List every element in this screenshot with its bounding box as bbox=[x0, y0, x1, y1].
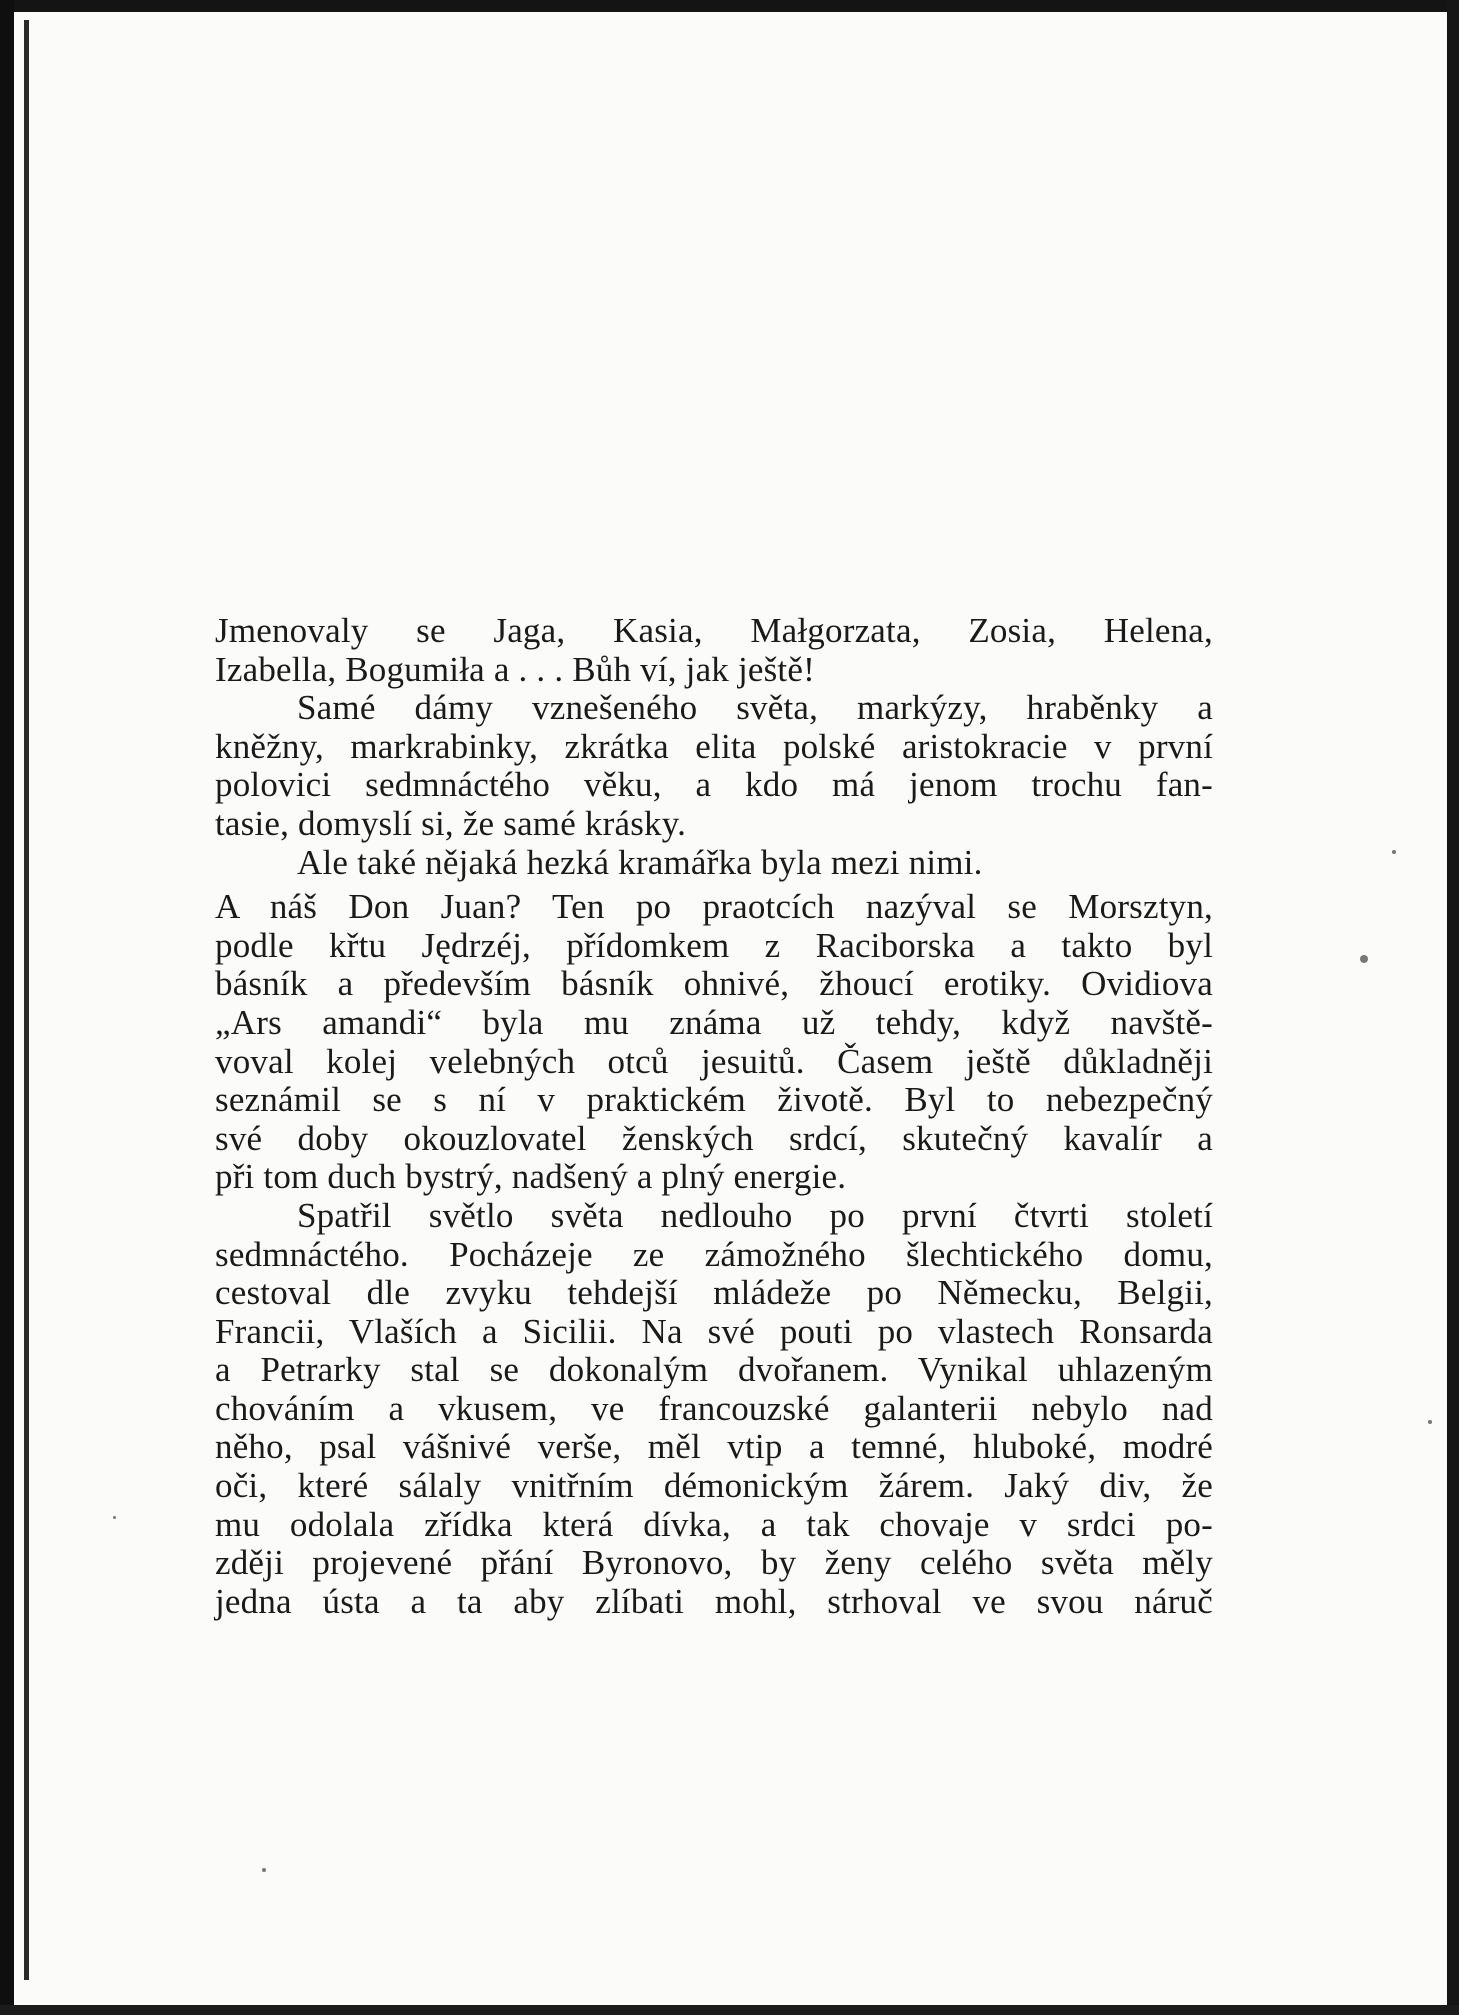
text-line: seznámil se s ní v praktickém životě. Byl to nebezpečný bbox=[215, 1080, 1213, 1120]
text-line: své doby okouzlovatel ženských srdcí, skutečný kavalír a bbox=[215, 1118, 1213, 1158]
text-line: Samé dámy vznešeného světa, markýzy, hraběnky a bbox=[297, 688, 1213, 728]
text-line: Francii, Vlaších a Sicilii. Na své pouti po vlastech Ronsarda bbox=[215, 1311, 1213, 1351]
text-line: Izabella, Bogumiła a . . . Bůh ví, jak ještě! bbox=[215, 649, 815, 689]
text-line: oči, které sálaly vnitřním démonickým žárem. Jaký div, že bbox=[215, 1466, 1213, 1506]
scan-speck bbox=[1360, 955, 1368, 963]
text-line: kněžny, markrabinky, zkrátka elita polské aristokracie v první bbox=[215, 726, 1213, 766]
text-line: básník a především básník ohnivé, žhoucí erotiky. Ovidiova bbox=[215, 964, 1213, 1004]
scan-edge-bottom bbox=[0, 2005, 1459, 2015]
text-line: voval kolej velebných otců jesuitů. Časem ještě důkladněji bbox=[215, 1041, 1213, 1081]
scan-edge-top bbox=[0, 0, 1459, 12]
scan-speck bbox=[1428, 1420, 1432, 1424]
text-line: cestoval dle zvyku tehdejší mládeže po Německu, Belgii, bbox=[215, 1273, 1213, 1313]
text-line: podle křtu Jędrzéj, přídomkem z Raciborska a takto byl bbox=[215, 925, 1213, 965]
text-line: Spatřil světlo světa nedlouho po první čtvrti století bbox=[297, 1195, 1213, 1235]
text-line: sedmnáctého. Pocházeje ze zámožného šlechtického domu, bbox=[215, 1234, 1213, 1274]
text-line: chováním a vkusem, ve francouzské galanterii nebylo nad bbox=[215, 1388, 1213, 1428]
text-line: tasie, domyslí si, že samé krásky. bbox=[215, 803, 687, 843]
scan-edge-left bbox=[0, 0, 14, 2015]
scan-speck bbox=[113, 1516, 116, 1519]
text-line: něho, psal vášnivé verše, měl vtip a temné, hluboké, modré bbox=[215, 1427, 1213, 1467]
scan-speck bbox=[1392, 850, 1396, 854]
body-text bbox=[215, 612, 1213, 1621]
text-line: Ale také nějaká hezká kramářka byla mezi nimi. bbox=[297, 842, 983, 882]
text-line: zději projevené přání Byronovo, by ženy celého světa měly bbox=[215, 1543, 1213, 1583]
text-line: mu odolala zřídka která dívka, a tak chovaje v srdci po- bbox=[215, 1504, 1213, 1544]
scan-binding-line bbox=[24, 20, 29, 1980]
text-line: jedna ústa a ta aby zlíbati mohl, strhoval ve svou náruč bbox=[215, 1581, 1213, 1621]
scan-edge-right bbox=[1447, 0, 1459, 2015]
text-line: polovici sedmnáctého věku, a kdo má jenom trochu fan- bbox=[215, 765, 1213, 805]
text-line: při tom duch bystrý, nadšený a plný energie. bbox=[215, 1157, 847, 1197]
scan-speck bbox=[262, 1868, 266, 1872]
text-line: a Petrarky stal se dokonalým dvořanem. Vynikal uhlazeným bbox=[215, 1350, 1213, 1390]
text-line: A náš Don Juan? Ten po praotcích nazýval se Morsztyn, bbox=[215, 887, 1213, 927]
text-line: Jmenovaly se Jaga, Kasia, Małgorzata, Zosia, Helena, bbox=[215, 611, 1213, 650]
text-line: „Ars amandi“ byla mu známa už tehdy, když navště- bbox=[215, 1002, 1213, 1042]
